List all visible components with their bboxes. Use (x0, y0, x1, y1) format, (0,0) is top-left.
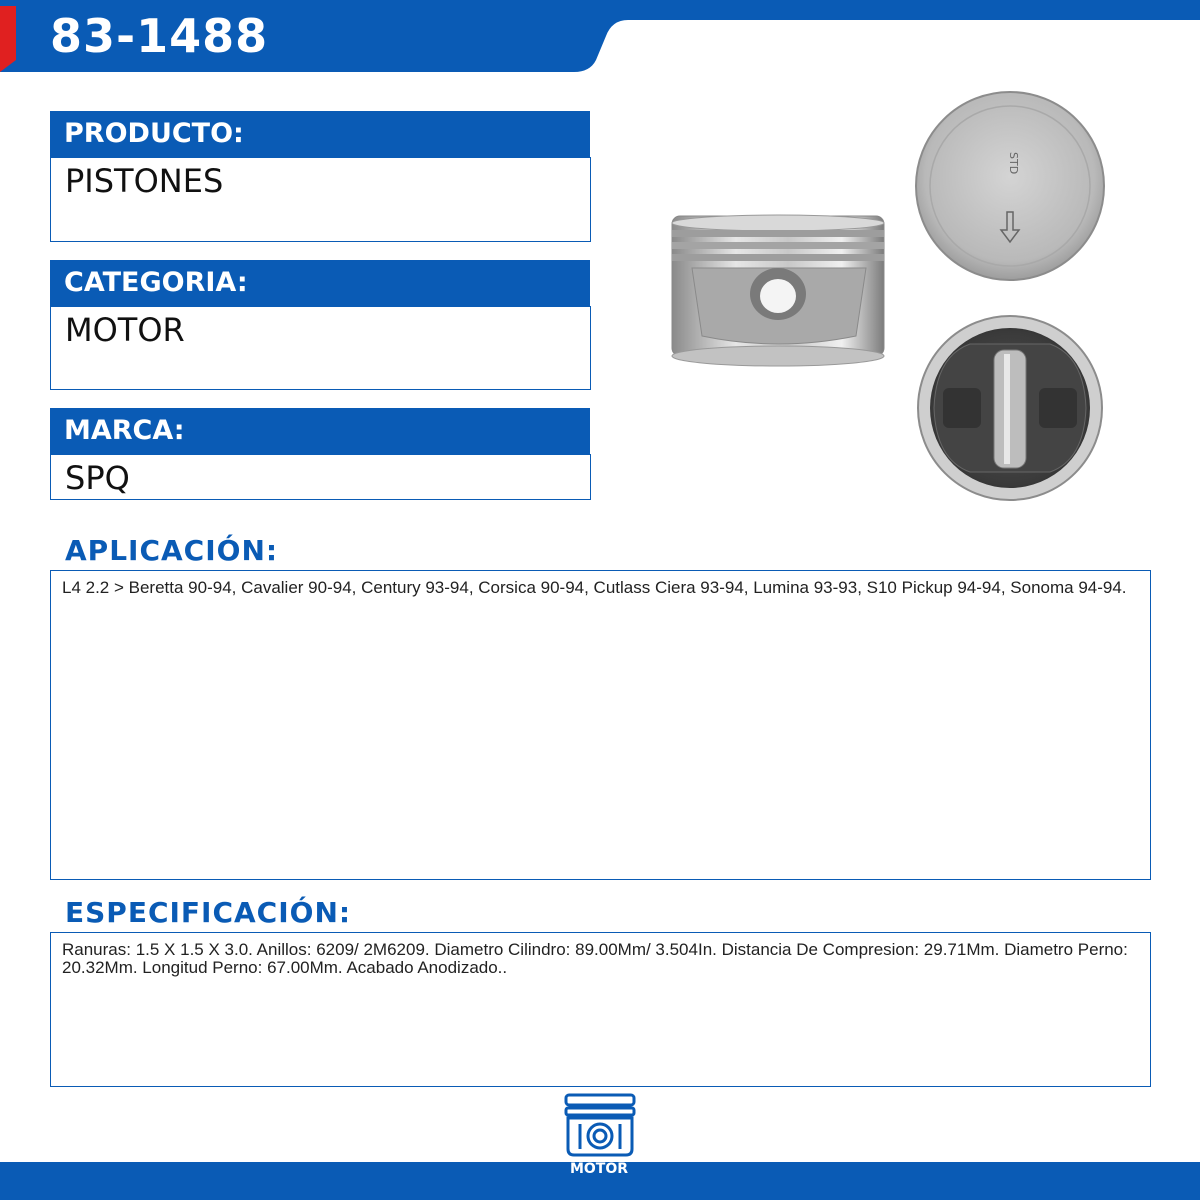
aplicacion-title: APLICACIÓN: (65, 534, 279, 567)
especificacion-text: Ranuras: 1.5 X 1.5 X 3.0. Anillos: 6209/ 2M6209. Diametro Cilindro: 89.00Mm/ 3.504In. Distancia De Compresion: 29.71Mm. Diametro Perno: 20.32Mm. Longitud Perno: 67.00Mm. Acabado Anodizado.. (62, 940, 1128, 977)
footer-category-label: MOTOR (569, 1161, 629, 1177)
categoria-label: CATEGORIA: (50, 260, 590, 306)
piston-icon (562, 1091, 638, 1159)
piston-side-view (672, 215, 884, 366)
categoria-value-text: MOTOR (65, 311, 185, 349)
categoria-value (50, 306, 591, 390)
piston-bottom-view (918, 316, 1102, 500)
especificacion-box (50, 932, 1151, 1087)
svg-text:STD: STD (1007, 152, 1020, 175)
producto-value-text: PISTONES (65, 162, 224, 200)
piston-top-view (916, 92, 1104, 280)
marca-value-text: SPQ (65, 459, 130, 497)
especificacion-title: ESPECIFICACIÓN: (65, 896, 352, 929)
producto-label: PRODUCTO: (50, 111, 590, 157)
producto-value (50, 157, 591, 242)
part-number-title: 83-1488 (50, 9, 269, 63)
marca-label: MARCA: (50, 408, 590, 454)
marca-value (50, 454, 591, 500)
aplicacion-box (50, 570, 1151, 880)
piston-images (660, 90, 1130, 510)
aplicacion-text: L4 2.2 > Beretta 90-94, Cavalier 90-94, Century 93-94, Corsica 90-94, Cutlass Ciera 93-94, Lumina 93-93, S10 Pickup 94-94, Sonoma 94-94. (62, 578, 1127, 597)
